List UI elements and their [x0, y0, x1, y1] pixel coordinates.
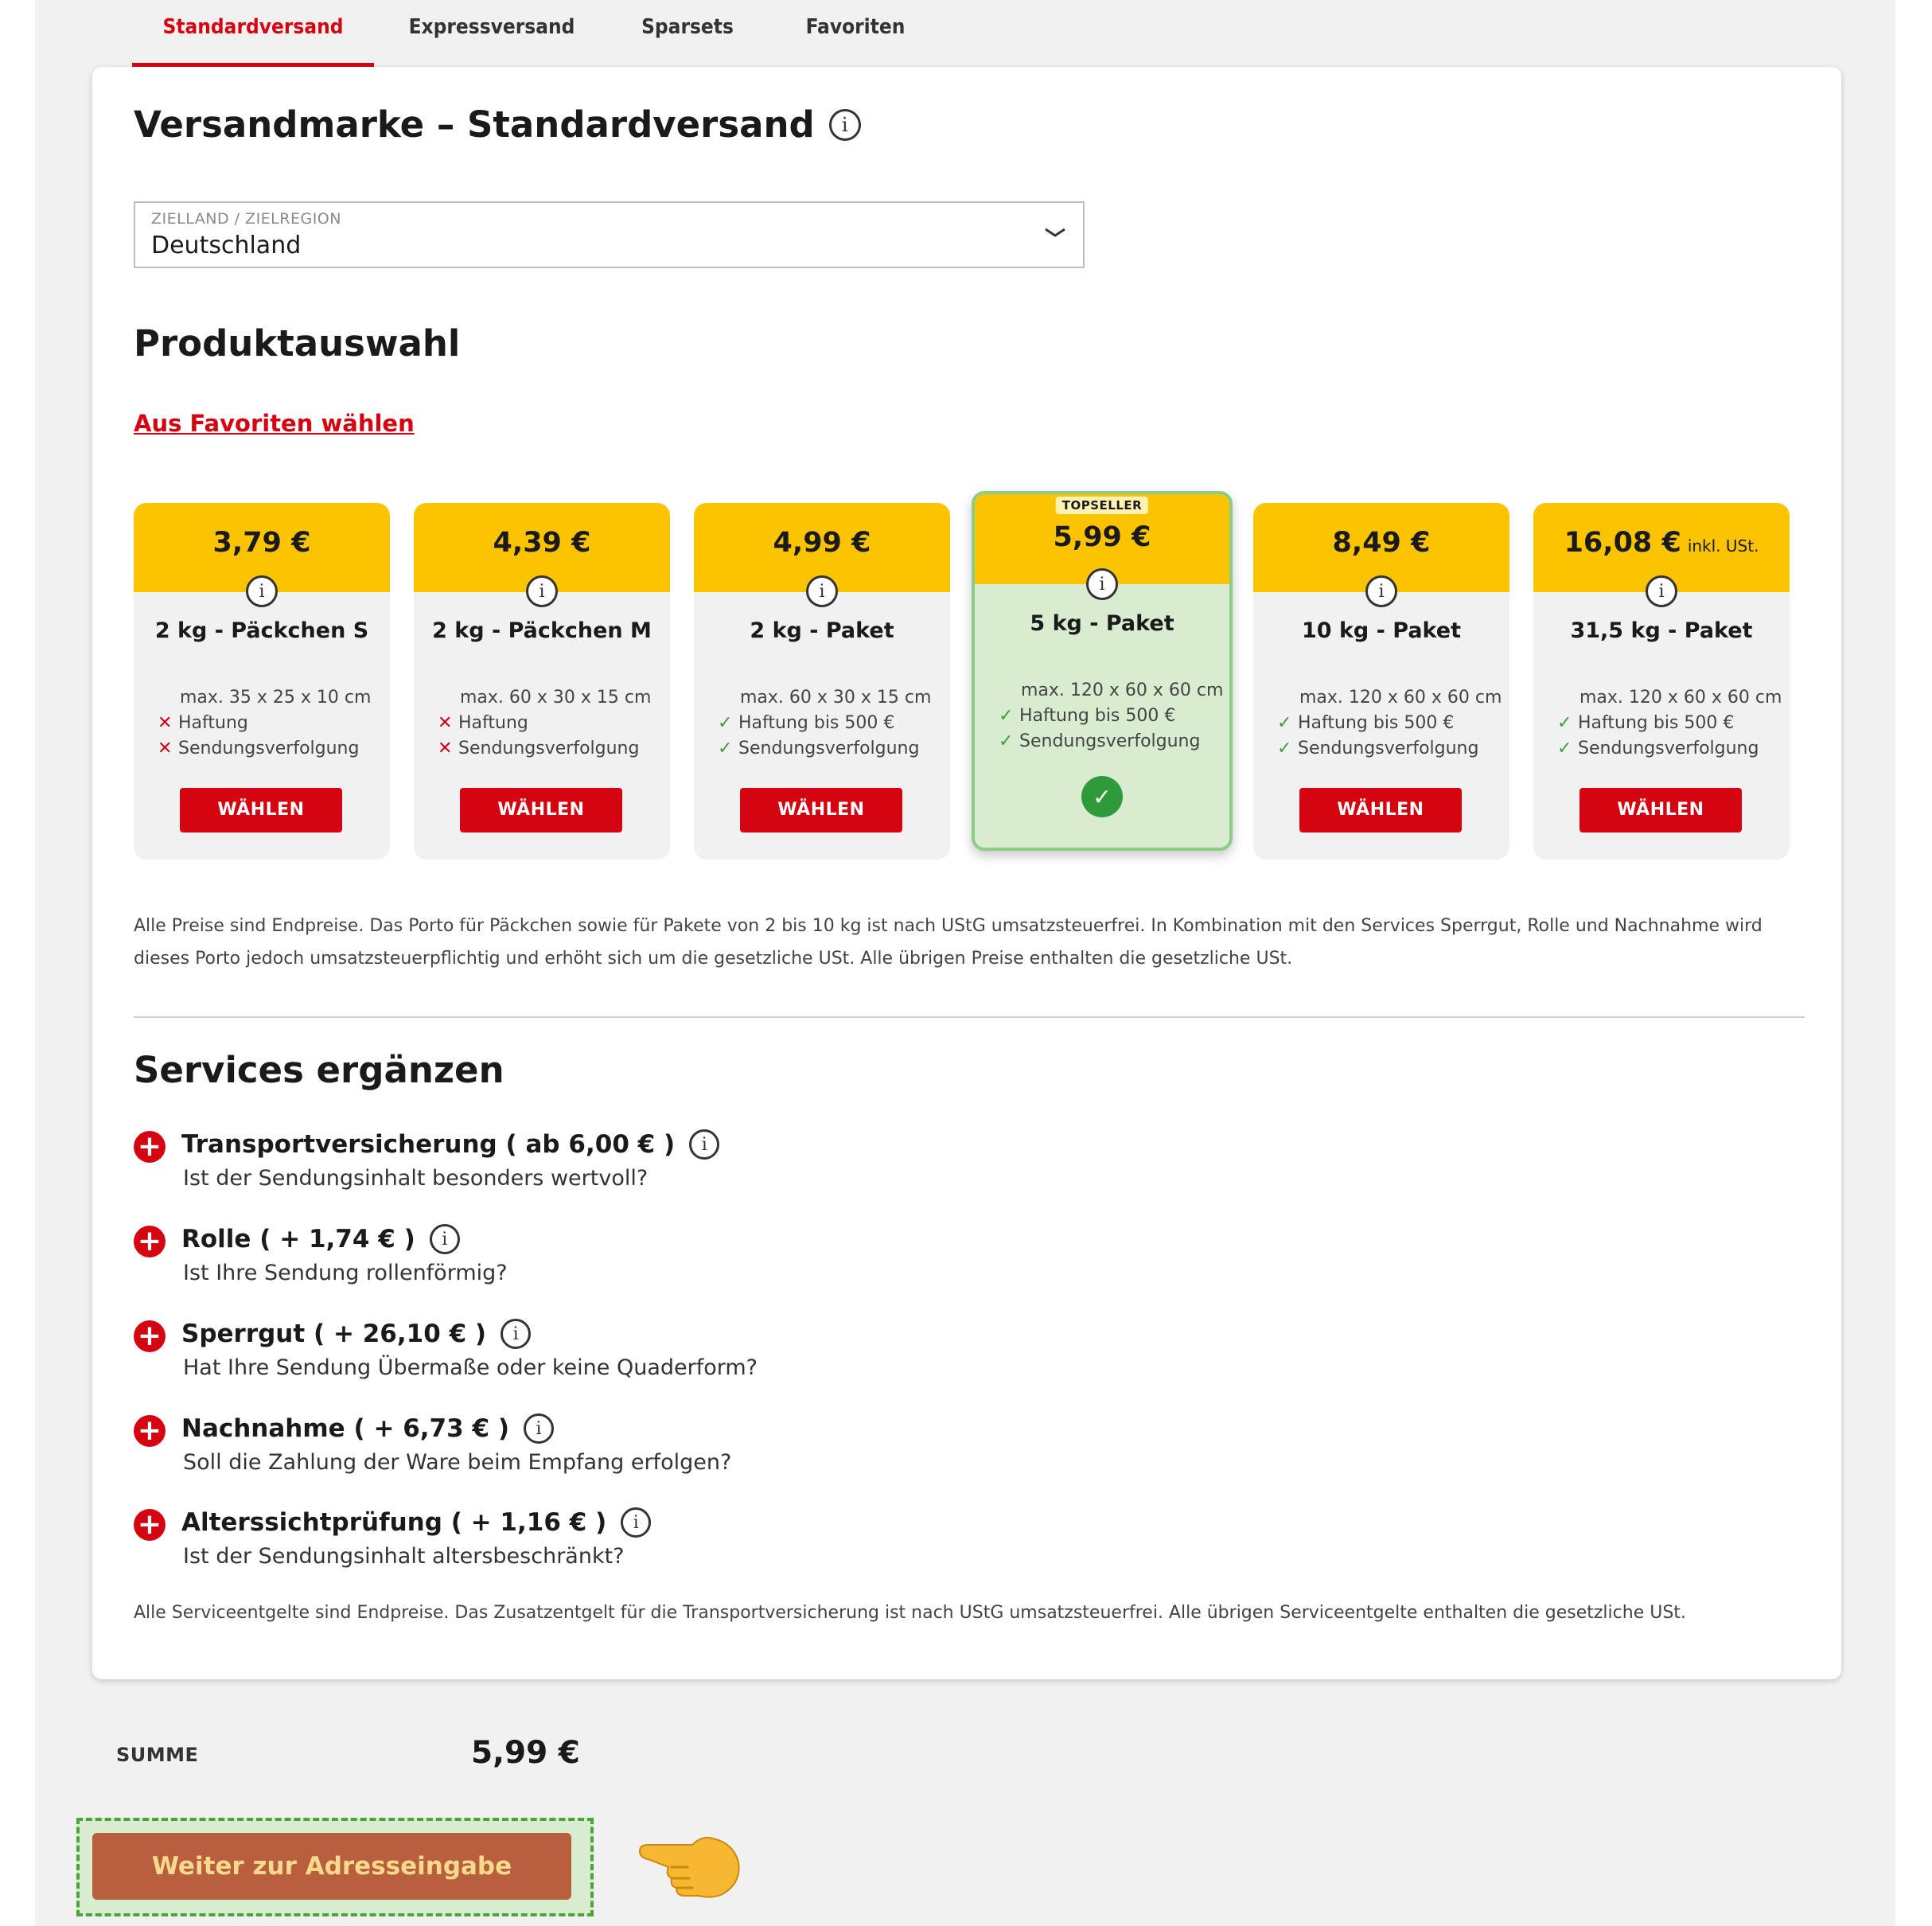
cross-icon: ✕	[158, 739, 173, 758]
product-features	[1557, 685, 1782, 762]
service-description: Soll die Zahlung der Ware beim Empfang erfolgen?	[183, 1450, 732, 1475]
check-icon: ✓	[1277, 739, 1292, 758]
feature-tracking: Sendungsverfolgung	[1578, 739, 1759, 758]
feature-liability: Haftung bis 500 €	[1578, 713, 1735, 733]
feature-tracking: Sendungsverfolgung	[178, 739, 360, 758]
service-title: Nachnahme ( + 6,73 € )	[181, 1414, 510, 1443]
product-dimensions: max. 60 x 30 x 15 cm	[740, 688, 932, 708]
service-description: Ist Ihre Sendung rollenförmig?	[183, 1261, 508, 1285]
info-icon[interactable]: i	[1646, 575, 1677, 607]
product-dimensions: max. 120 x 60 x 60 cm	[1021, 680, 1224, 700]
feature-liability: Haftung	[178, 713, 248, 733]
product-dimensions: max. 60 x 30 x 15 cm	[460, 688, 652, 708]
services-section-title: Services ergänzen	[134, 1049, 504, 1091]
section-divider	[134, 1016, 1805, 1018]
product-price-row	[1533, 527, 1790, 559]
feature-tracking: Sendungsverfolgung	[1298, 739, 1479, 758]
price-note: Alle Preise sind Endpreise. Das Porto für Päckchen sowie für Pakete von 2 bis 10 kg ist nach UStG umsatzsteuerfrei. In Kombination mit den Services Sperrgut, Rolle und Nachnahme wird dieses Porto jedoch umsatzsteuerpflichtig und erhöht sich um die gesetzliche USt. Alle übrigen Preise enthalten die gesetzliche USt.	[134, 916, 1763, 969]
check-icon: ✓	[999, 731, 1014, 751]
product-price: 4,39 €	[493, 527, 591, 559]
select-product-button[interactable]: WÄHLEN	[180, 788, 342, 832]
info-icon[interactable]: i	[246, 575, 278, 607]
product-features	[1277, 685, 1502, 762]
check-icon: ✓	[1277, 713, 1292, 733]
product-name: 2 kg - Päckchen M	[432, 618, 652, 643]
product-features	[438, 685, 651, 762]
info-icon[interactable]: i	[501, 1319, 531, 1349]
destination-select[interactable]	[134, 201, 1085, 268]
selected-check-icon: ✓	[1081, 776, 1123, 817]
tab-favoriten[interactable]: Favoriten	[805, 15, 906, 39]
check-icon: ✓	[1557, 739, 1572, 758]
product-features	[718, 685, 931, 762]
select-product-button[interactable]: WÄHLEN	[1299, 788, 1462, 832]
sum-value: 5,99 €	[471, 1735, 580, 1771]
check-icon: ✓	[718, 713, 733, 733]
feature-liability: Haftung bis 500 €	[1019, 706, 1176, 726]
product-price: 4,99 €	[773, 527, 871, 559]
chevron-down-icon	[1042, 219, 1069, 253]
tab-standardversand[interactable]: Standardversand	[132, 0, 374, 67]
service-description: Ist der Sendungsinhalt altersbeschränkt?	[183, 1544, 625, 1569]
topseller-badge: TOPSELLER	[1056, 497, 1148, 514]
info-icon[interactable]: i	[526, 575, 558, 607]
info-icon[interactable]: i	[621, 1507, 651, 1538]
info-icon[interactable]: i	[1086, 568, 1118, 600]
cross-icon: ✕	[158, 713, 173, 733]
destination-label: ZIELLAND / ZIELREGION	[151, 210, 341, 228]
product-dimensions: max. 120 x 60 x 60 cm	[1579, 688, 1782, 708]
cross-icon: ✕	[438, 713, 453, 733]
feature-tracking: Sendungsverfolgung	[458, 739, 640, 758]
feature-tracking: Sendungsverfolgung	[738, 739, 920, 758]
vat-note: inkl. USt.	[1687, 536, 1759, 556]
services-note: Alle Serviceentgelte sind Endpreise. Das Zusatzentgelt für die Transportversicherung ist nach UStG umsatzsteuerfrei. Alle übrigen Serviceentgelte enthalten die gesetzliche USt.	[134, 1603, 1686, 1623]
product-name: 10 kg - Paket	[1302, 618, 1461, 643]
check-icon: ✓	[999, 706, 1014, 726]
check-icon: ✓	[718, 739, 733, 758]
feature-liability: Haftung	[458, 713, 528, 733]
info-icon[interactable]: i	[689, 1129, 719, 1160]
product-card-paket-2kg[interactable]	[694, 503, 950, 860]
favorites-link[interactable]: Aus Favoriten wählen	[134, 410, 415, 437]
add-service-icon[interactable]: +	[134, 1509, 166, 1541]
select-product-button[interactable]: WÄHLEN	[740, 788, 902, 832]
feature-liability: Haftung bis 500 €	[1298, 713, 1455, 733]
product-price: 5,99 €	[1053, 521, 1151, 553]
product-dimensions: max. 120 x 60 x 60 cm	[1299, 688, 1502, 708]
product-name: 2 kg - Päckchen S	[154, 618, 369, 643]
product-features	[999, 678, 1223, 754]
service-title: Sperrgut ( + 26,10 € )	[181, 1320, 487, 1348]
select-product-button[interactable]: WÄHLEN	[1579, 788, 1742, 832]
product-section-title: Produktauswahl	[134, 322, 461, 365]
feature-liability: Haftung bis 500 €	[738, 713, 895, 733]
tab-expressversand[interactable]: Expressversand	[408, 15, 575, 39]
feature-tracking: Sendungsverfolgung	[1019, 731, 1201, 751]
service-description: Ist der Sendungsinhalt besonders wertvoll?	[183, 1166, 649, 1191]
pointing-hand-icon	[637, 1827, 743, 1901]
product-card-paeckchen-m[interactable]	[414, 503, 670, 860]
continue-to-address-button[interactable]: Weiter zur Adresseingabe	[92, 1833, 571, 1900]
service-title: Alterssichtprüfung ( + 1,16 € )	[181, 1508, 607, 1537]
add-service-icon[interactable]: +	[134, 1131, 166, 1163]
info-icon[interactable]: i	[829, 109, 861, 141]
product-price: 3,79 €	[212, 527, 311, 559]
info-icon[interactable]: i	[524, 1413, 554, 1444]
tab-sparsets[interactable]: Sparsets	[641, 15, 734, 39]
product-price: 16,08 €	[1564, 527, 1681, 559]
product-dimensions: max. 35 x 25 x 10 cm	[180, 688, 372, 708]
select-product-button[interactable]: WÄHLEN	[460, 788, 622, 832]
product-card-paket-5kg-selected[interactable]	[972, 491, 1233, 851]
destination-value: Deutschland	[151, 232, 302, 259]
page-title: Versandmarke – Standardversand	[134, 103, 815, 146]
info-icon[interactable]: i	[1365, 575, 1397, 607]
product-card-paeckchen-s[interactable]	[134, 503, 390, 860]
cross-icon: ✕	[438, 739, 453, 758]
product-card-paket-31kg[interactable]	[1533, 503, 1790, 860]
page-title-row	[134, 103, 861, 146]
product-name: 2 kg - Paket	[750, 618, 894, 643]
product-card-paket-10kg[interactable]	[1253, 503, 1509, 860]
add-service-icon[interactable]: +	[134, 1415, 166, 1447]
service-description: Hat Ihre Sendung Übermaße oder keine Quaderform?	[183, 1355, 758, 1380]
product-price: 8,49 €	[1332, 527, 1431, 559]
add-service-icon[interactable]: +	[134, 1320, 166, 1352]
service-title: Rolle ( + 1,74 € )	[181, 1225, 415, 1253]
product-name: 31,5 kg - Paket	[1570, 618, 1753, 643]
info-icon[interactable]: i	[430, 1224, 460, 1254]
service-title: Transportversicherung ( ab 6,00 € )	[181, 1130, 676, 1159]
product-features	[158, 685, 371, 762]
sum-label: SUMME	[116, 1744, 199, 1766]
add-service-icon[interactable]: +	[134, 1226, 166, 1257]
check-icon: ✓	[1557, 713, 1572, 733]
product-name: 5 kg - Paket	[1030, 611, 1174, 636]
info-icon[interactable]: i	[806, 575, 838, 607]
